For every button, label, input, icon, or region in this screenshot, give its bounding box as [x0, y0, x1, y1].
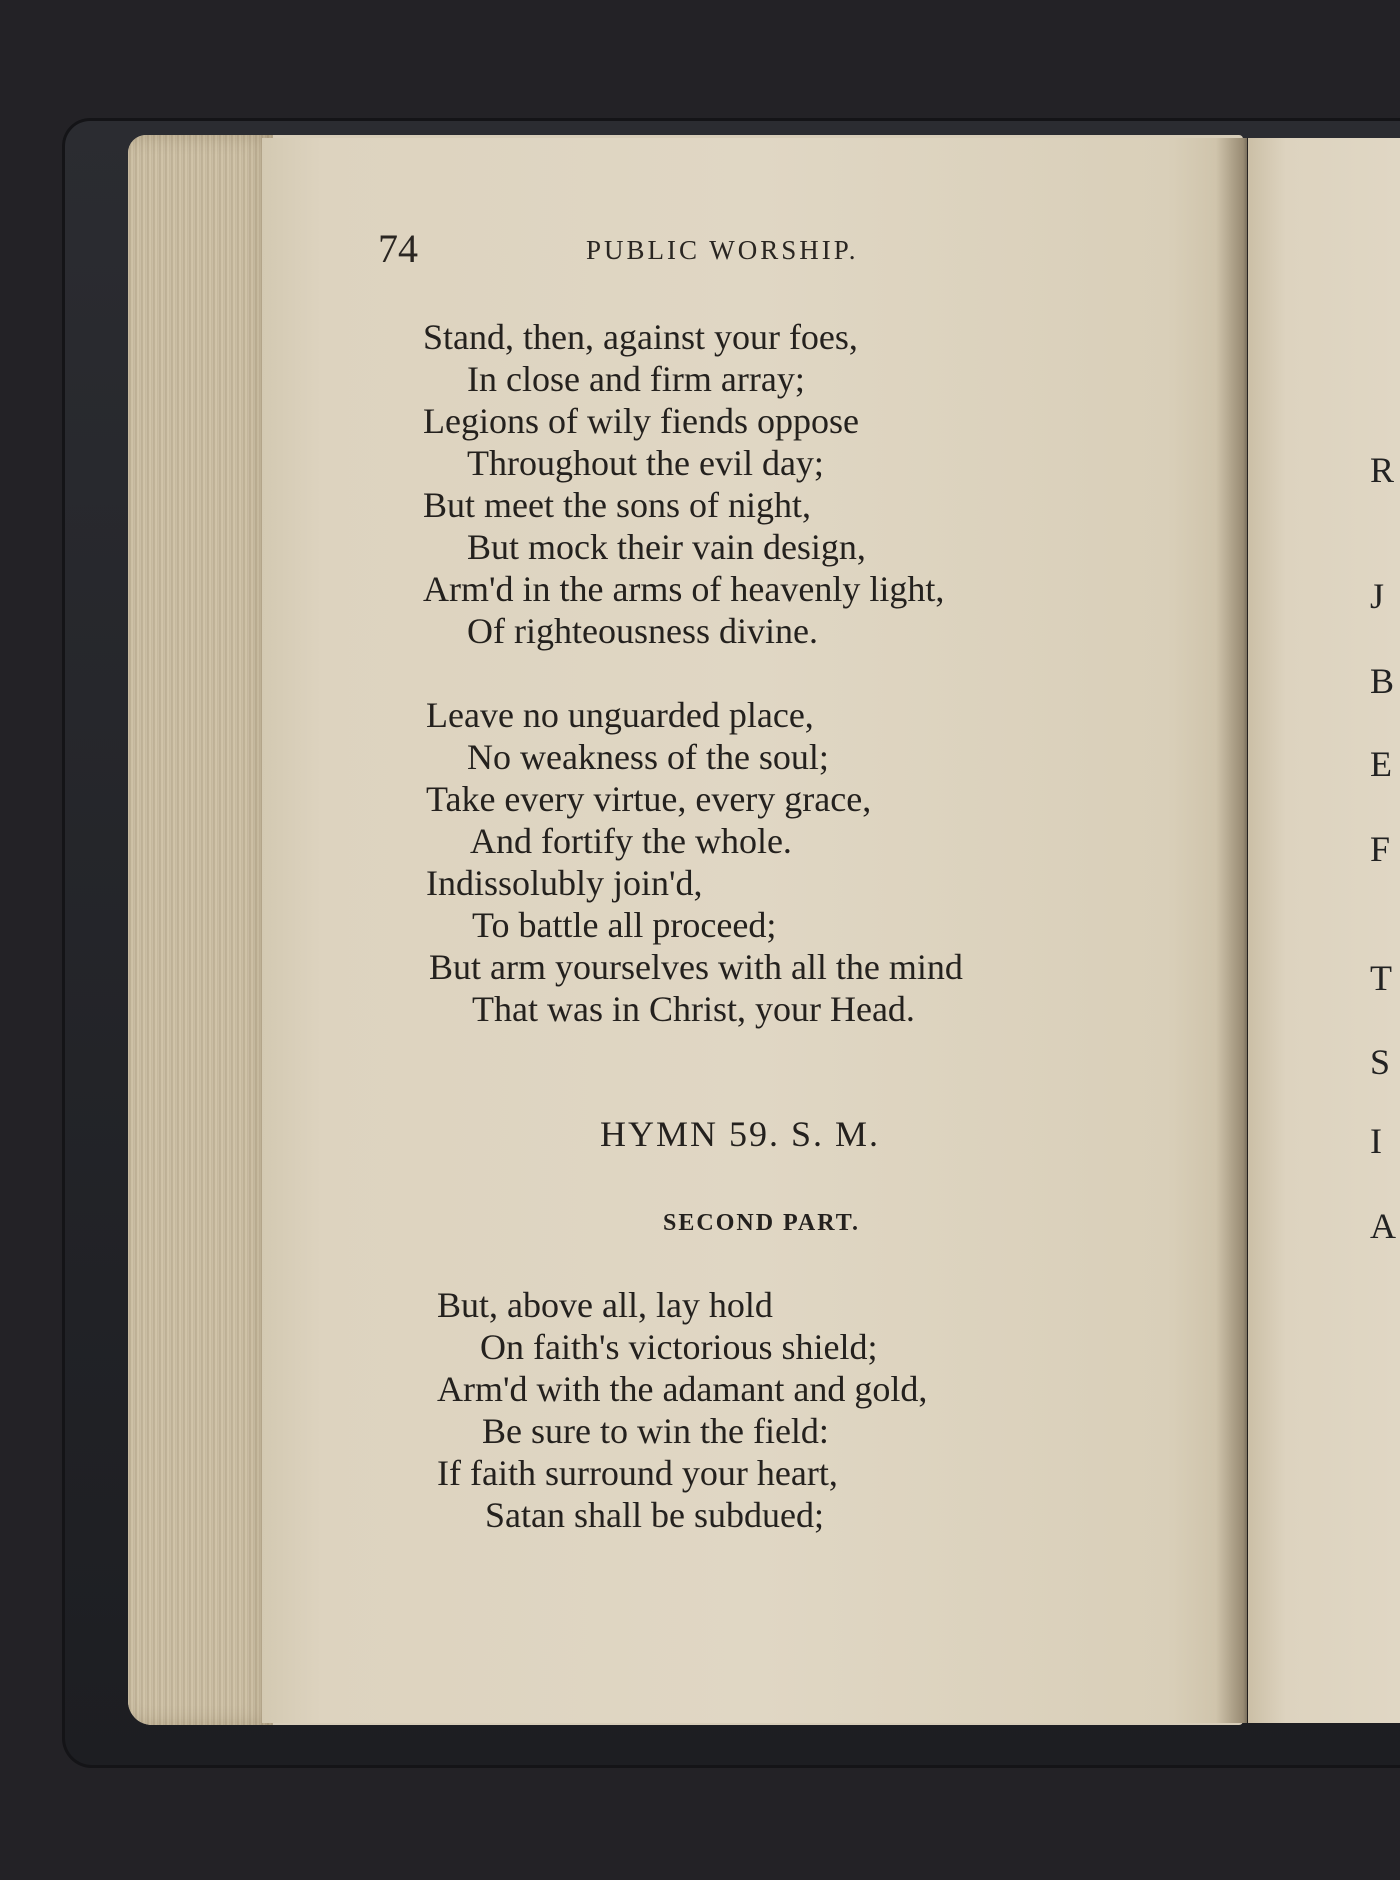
right-page-edge — [1248, 138, 1400, 1723]
verse-line: Of righteousness divine. — [467, 611, 818, 651]
edge-letter: R — [1370, 450, 1395, 490]
hymn-heading: HYMN 59. S. M. — [600, 1114, 881, 1154]
verse-line: Take every virtue, every grace, — [426, 779, 872, 819]
verse-line: In close and firm array; — [467, 359, 805, 399]
verse-line: Arm'd with the adamant and gold, — [437, 1369, 928, 1409]
edge-letter: J — [1370, 576, 1385, 616]
edge-letter: F — [1370, 829, 1391, 869]
verse-line: Throughout the evil day; — [467, 443, 824, 483]
verse-line: Arm'd in the arms of heavenly light, — [423, 569, 945, 609]
verse-line: That was in Christ, your Head. — [472, 989, 915, 1029]
verse-line: To battle all proceed; — [472, 905, 777, 945]
edge-letter: E — [1370, 744, 1392, 784]
verse-line: But, above all, lay hold — [437, 1285, 773, 1325]
verse-line: And fortify the whole. — [470, 821, 792, 861]
edge-letter: A — [1370, 1206, 1396, 1246]
verse-line: Stand, then, against your foes, — [423, 317, 858, 357]
verse-line: Indissolubly join'd, — [426, 863, 703, 903]
running-header — [378, 225, 978, 273]
book-gutter — [1216, 138, 1250, 1723]
verse-line: Legions of wily fiends oppose — [423, 401, 859, 441]
verse-line: But meet the sons of night, — [423, 485, 811, 525]
verse-line: But mock their vain design, — [467, 527, 866, 567]
verse-line: On faith's victorious shield; — [480, 1327, 878, 1367]
running-title: PUBLIC WORSHIP. — [586, 235, 859, 265]
edge-letter: S — [1370, 1042, 1391, 1082]
page-number: 74 — [378, 226, 418, 271]
verse-line: But arm yourselves with all the mind — [429, 947, 963, 987]
verse-line: If faith surround your heart, — [437, 1453, 838, 1493]
verse-line: Leave no unguarded place, — [426, 695, 814, 735]
verse-line: No weakness of the soul; — [467, 737, 829, 777]
verse-line: Satan shall be subdued; — [485, 1495, 824, 1535]
verse-line: Be sure to win the field: — [482, 1411, 829, 1451]
part-heading: SECOND PART. — [663, 1210, 860, 1236]
edge-letter: T — [1370, 958, 1392, 998]
edge-letter: B — [1370, 661, 1395, 701]
edge-letter: I — [1370, 1121, 1382, 1161]
page-edges — [128, 135, 273, 1725]
